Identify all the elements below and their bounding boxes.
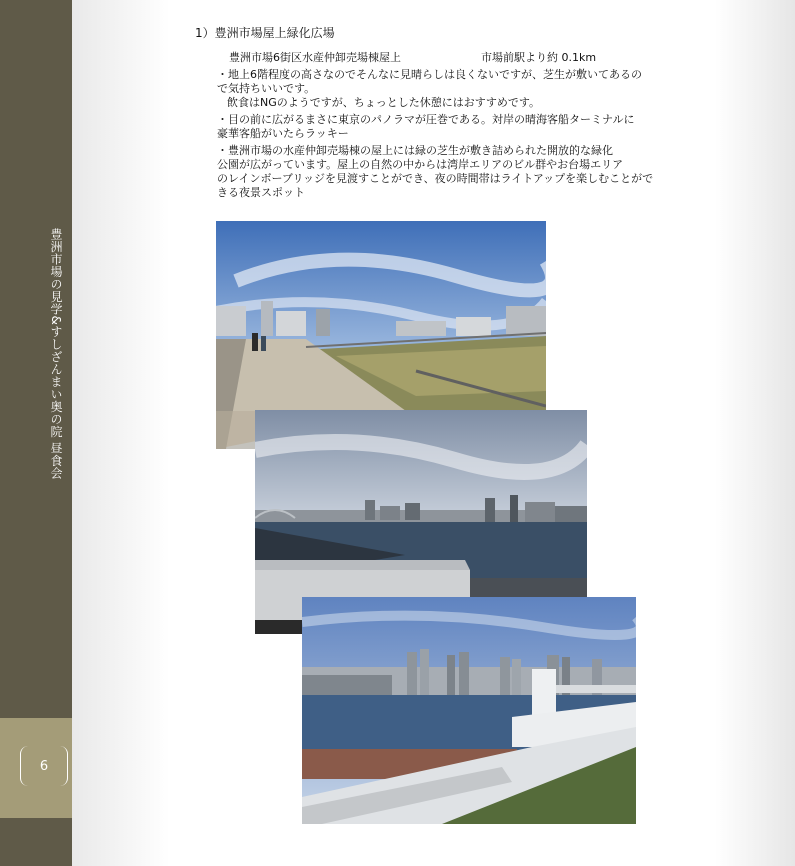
bullet-view-line-2: で気持ちいいです。 (217, 82, 316, 95)
bullet-park-line-4: きる夜景スポット (217, 186, 305, 199)
bullet-park-line-1: ・豊洲市場の水産仲卸売場棟の屋上には緑の芝生が敷き詰められた開放的な緑化 (217, 144, 613, 157)
section-title: 1）豊洲市場屋上緑化広場 (195, 26, 335, 40)
bullet-park-line-3: のレインボーブリッジを見渡すことができ、夜の時間帯はライトアップを楽しむことがで (217, 172, 654, 185)
bullet-park-line-2: 公園が広がっています。屋上の自然の中からは湾岸エリアのビル群やお台場エリア (217, 158, 624, 171)
bullet-view-line-1: ・地上6階程度の高さなのでそんなに見晴らしは良くないですが、芝生が敷いてあるの (217, 68, 642, 81)
page-shadow-right (715, 0, 795, 866)
vertical-title: 豊洲市場の見学&すしざんまい奥の院 昼食会 (49, 228, 63, 480)
bullet-panorama-line-2: 豪華客船がいたらラッキー (217, 127, 349, 140)
page-number: 6 (20, 746, 68, 786)
bullet-view (217, 68, 690, 110)
bullet-panorama (217, 113, 690, 141)
bullet-view-line-3: 飲食はNGのようですが、ちょっとした休憩にはおすすめです。 (227, 96, 540, 109)
document-body (195, 24, 690, 203)
bullet-panorama-line-1: ・目の前に広がるまさに東京のパノラマが圧巻である。対岸の晴海客船ターミナルに (217, 113, 635, 126)
location-line (229, 49, 690, 65)
bullet-park (217, 144, 690, 200)
photo-skyline-view (302, 597, 636, 824)
location-name: 豊洲市場6街区水産仲卸売場棟屋上 (229, 51, 401, 64)
page-shadow-left (72, 0, 170, 866)
station-distance: 市場前駅より約 0.1km (481, 51, 597, 64)
